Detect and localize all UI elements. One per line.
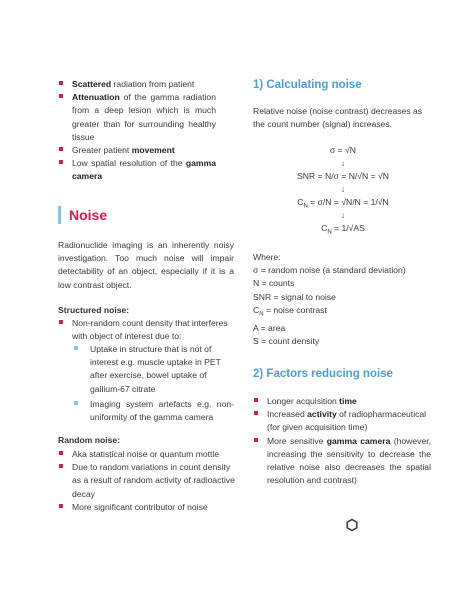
sub-list-item: Uptake in structure that is not of interest e.g. muscle uptake in PET after exercise, bowel uptake of gallium-67 citrate [72,343,234,396]
bold-term: time [339,396,357,406]
list-item [253,395,431,408]
equation-text: = σ/N = √N/N = 1/√N [307,197,389,207]
list-item [58,144,216,157]
item-text: radiation from patient [111,79,195,89]
item-text: Longer acquisition [267,396,340,406]
equation-symbol: C [297,197,304,207]
definition-subscript: N [259,311,264,318]
item-text: More sensitive [267,435,327,446]
degradation-factors-list [58,78,216,184]
item-text: Increased [267,409,308,420]
equation-snr: SNR = N/σ = N/√N = √N [297,171,389,181]
equation-subscript: N [303,203,308,210]
list-item: More significant contributor of noise [58,501,238,514]
item-text: Greater patient [72,145,132,156]
definition-line: σ = random noise (a standard deviation) [253,265,406,276]
list-item [58,157,216,183]
definition-line: S = count density [253,335,320,346]
bold-term: gamma camera [72,158,216,182]
random-noise-label: Random noise: [58,435,121,445]
random-noise-list [58,448,238,514]
noise-intro: Radionuclide imaging is an inherently noisy investigation. Too much noise will impair detectability of an object, especially if it is a low contrast object. [58,240,234,290]
calculating-noise-intro: Relative noise (noise contrast) decreases as the count number (signal) increases. [253,106,423,130]
list-item: Aka statistical noise or quantum mottle [58,448,238,461]
definition-line [253,304,433,322]
definitions [253,251,433,348]
calculating-noise-heading: 1) Calculating noise [253,79,362,91]
list-item [58,91,216,144]
arrow-down-icon: ↓ [340,184,346,194]
list-item [253,435,431,488]
arrow-down-icon: ↓ [340,158,346,168]
bold-term: Attenuation [72,92,120,103]
definition-line: SNR = signal to noise [253,291,336,302]
hexagon-logo-icon [345,518,359,537]
factors-reducing-noise-heading: 2) Factors reducing noise [253,368,393,380]
item-text: of the gamma radiation from a deep lesion which is much greater than for surrounding healthy tissue [72,92,216,142]
definition-text: = noise contrast [263,304,327,315]
structured-noise-label: Structured noise: [58,305,130,315]
structured-noise-list [58,317,236,343]
equation-sigma: σ = √N [329,145,357,155]
list-item: Due to random variations in count density as a result of random activity of radioactive decay [58,461,238,501]
item-text: (however, increasing the sensitivity to decrease the relative noise also decreases the spatial resolution and contrast) [267,435,431,486]
noise-heading: Noise [58,206,107,224]
list-item [58,78,216,91]
bold-term: movement [131,145,175,156]
item-text: Low spatial resolution of the [72,158,186,169]
definition-line: A = area [253,322,286,333]
list-item: Non-random count density that interferes with object of interest due to: [58,317,236,343]
arrow-down-icon: ↓ [340,210,346,220]
equation-area-density [253,222,433,240]
sub-list-item: Imaging system artefacts e.g. non-uniformity of the gamma camera [72,398,234,424]
equation-symbol: C [321,223,328,233]
equation-subscript: N [327,229,332,236]
structured-noise-sublist [72,343,234,424]
factors-list [253,395,431,487]
definition-symbol: C [253,304,260,315]
definition-line: N = counts [253,278,295,289]
bold-term: gamma camera [326,435,391,446]
bold-term: Scattered [72,79,112,89]
list-item [253,408,431,434]
item-text: of radiopharmaceutical (for given acquisition time) [267,409,427,433]
equation-text: = 1/√AS [331,223,365,233]
where-label: Where: [253,252,281,262]
bold-term: activity [307,409,337,420]
hexagon-logo-icon-svg [345,518,359,532]
